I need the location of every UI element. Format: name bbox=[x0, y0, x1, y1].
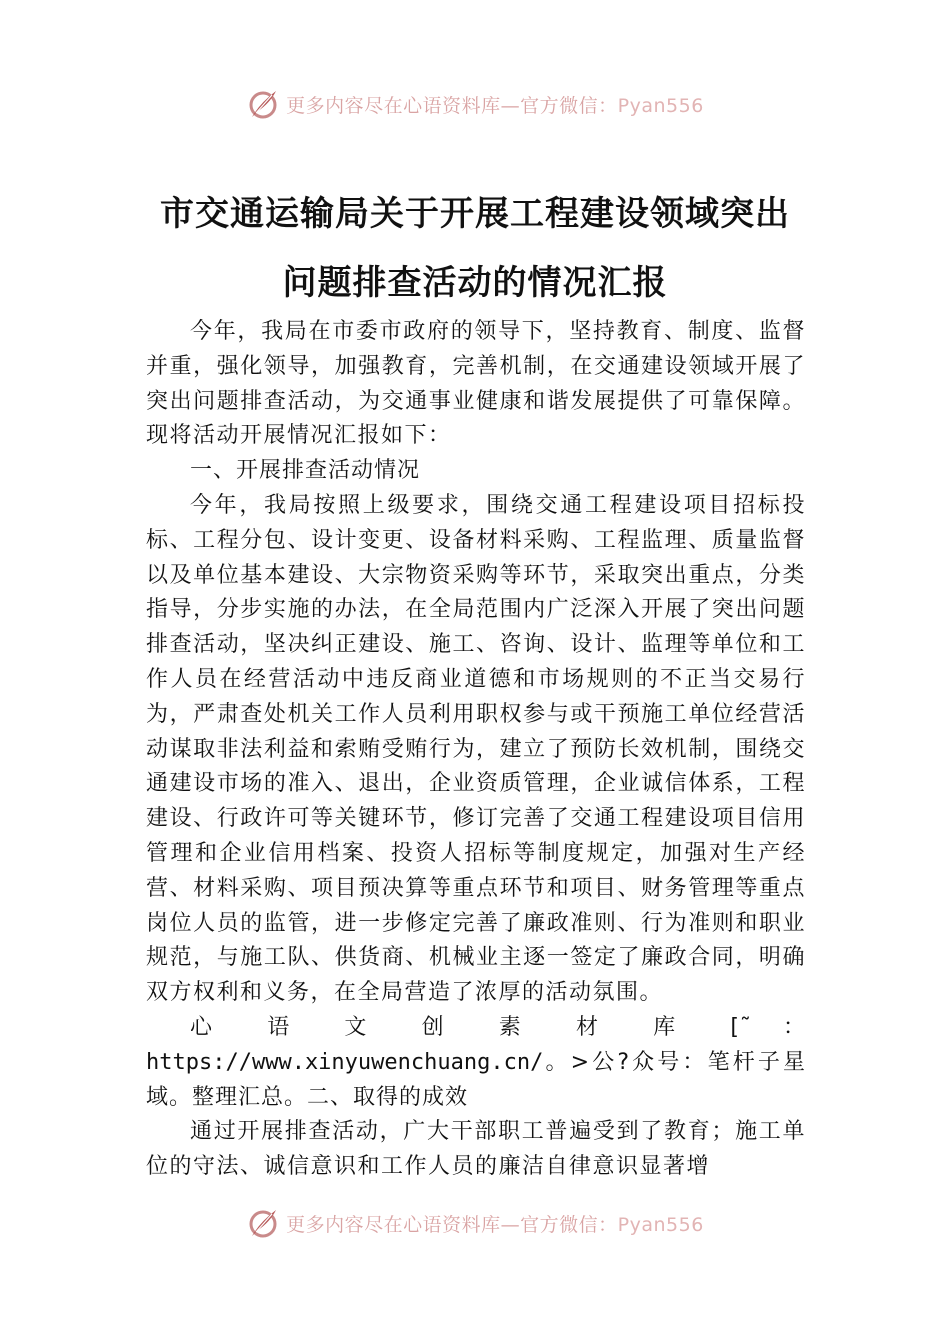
watermark-wechat-id: Pyan556 bbox=[617, 94, 704, 117]
promo-url: https://www.xinyuwenchuang.cn/ bbox=[146, 1049, 544, 1075]
document-title-line2: 问题排查活动的情况汇报 bbox=[282, 263, 668, 303]
feather-logo-icon bbox=[246, 1206, 280, 1240]
document-body bbox=[146, 315, 806, 1185]
footer-watermark bbox=[0, 1203, 950, 1243]
section1-heading: 一、开展排查活动情况 bbox=[190, 458, 421, 484]
section1-paragraph: 今年，我局按照上级要求，围绕交通工程建设项目招标投标、工程分包、设计变更、设备材料采购、工程监理、质量监督以及单位基本建设、大宗物资采购等环节，采取突出重点，分类指导，分步实施的办法，在全局范围内广泛深入开展了突出问题排查活动，坚决纠正建设、施工、咨询、设计、监理等单位和工作人员在经营活动中违反商业道德和市场规则的不正当交易行为，严肃查处机关工作人员利用职权参与或干预施工单位经营活动谋取非法利益和索贿受贿行为，建立了预防长效机制，围绕交通建设市场的准入、退出，企业资质管理，企业诚信体系，工程建设、行政许可等关键环节，修订完善了交通工程建设项目信用管理和企业信用档案、投资人招标等制度规定，加强对生产经营、材料采购、项目预决算等重点环节和项目、财务管理等重点岗位人员的监管，进一步修定完善了廉政准则、行为准则和职业规范，与施工队、供货商、机械业主逐一签定了廉政合同，明确双方权利和义务，在全局营造了浓厚的活动氛围。 bbox=[146, 492, 806, 1006]
promo-line bbox=[146, 1011, 806, 1115]
watermark-text: 更多内容尽在心语资料库—官方微信：Pyan556 bbox=[286, 94, 704, 117]
intro-paragraph: 今年，我局在市委市政府的领导下，坚持教育、制度、监督并重，强化领导，加强教育，完善机制，在交通建设领域开展了突出问题排查活动，为交通事业健康和谐发展提供了可靠保障。现将活动开展情况汇报如下： bbox=[146, 319, 806, 449]
section2-heading: 二、取得的成效 bbox=[307, 1084, 469, 1110]
promo-suffix: 。>公?众号：笔杆子星域。整理汇总。 bbox=[146, 1049, 806, 1110]
feather-logo-icon bbox=[246, 87, 280, 121]
footer-watermark-text: 更多内容尽在心语资料库—官方微信：Pyan556 bbox=[286, 1213, 704, 1236]
promo-prefix: 心 语 文 创 素 材 库 [˜ ： bbox=[190, 1014, 806, 1040]
header-watermark bbox=[0, 84, 950, 124]
document-title-line1: 市交通运输局关于开展工程建设领域突出 bbox=[160, 194, 790, 234]
section2-paragraph: 通过开展排查活动，广大干部职工普遍受到了教育；施工单位的守法、诚信意识和工作人员的廉洁自律意识显著增 bbox=[146, 1119, 806, 1180]
